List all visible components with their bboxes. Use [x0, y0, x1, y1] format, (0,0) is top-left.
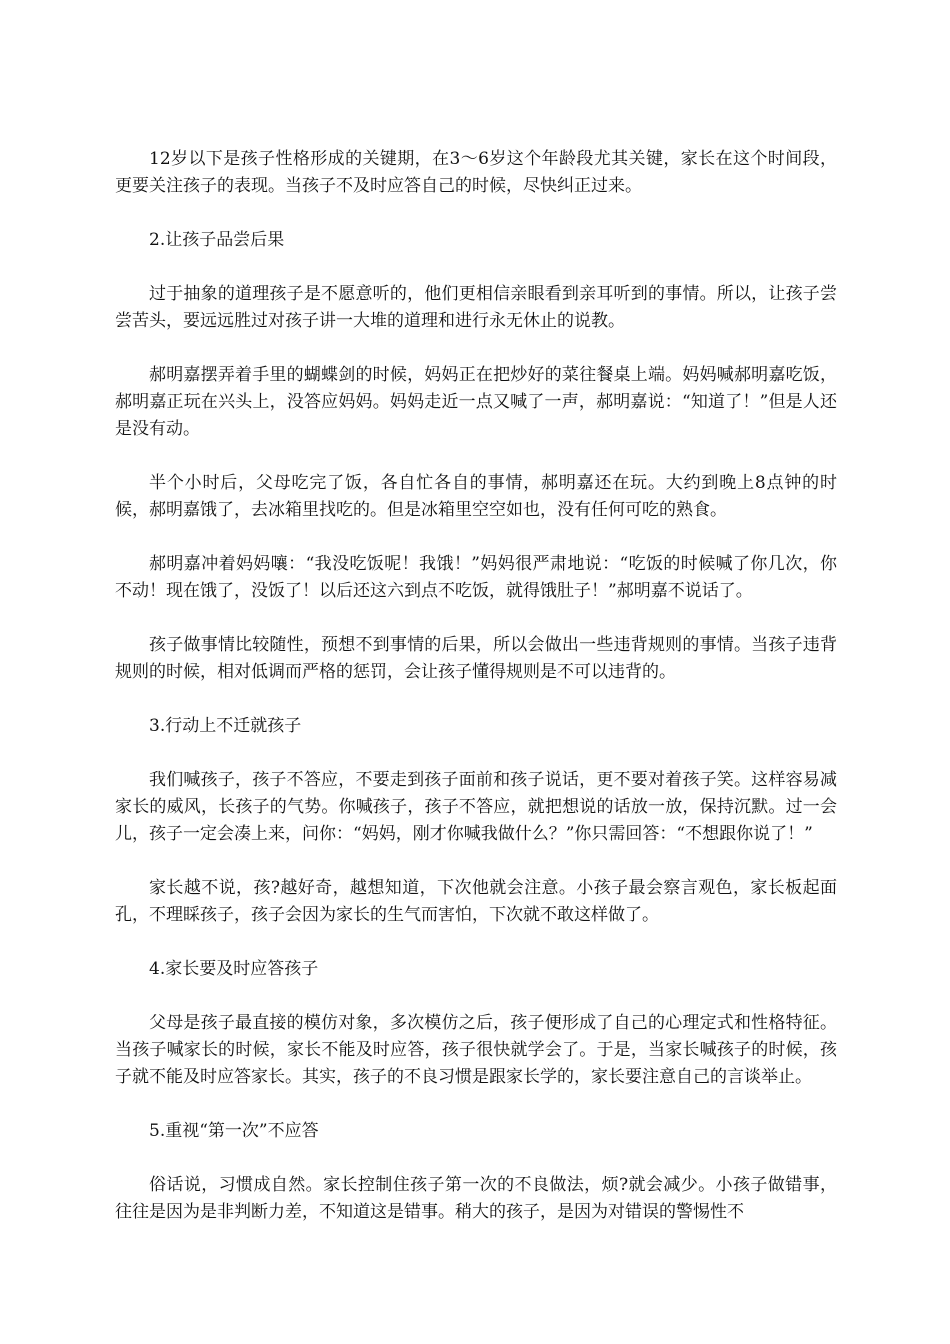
paragraph: 家长越不说，孩?越好奇，越想知道，下次他就会注意。小孩子最会察言观色，家长板起面孔，不理睬孩子，孩子会因为家长的生气而害怕，下次就不敢这样做了。 — [115, 878, 837, 925]
section-heading-2: 2.让孩子品尝后果 — [149, 230, 285, 250]
paragraph: 郝明嘉摆弄着手里的蝴蝶剑的时候，妈妈正在把炒好的菜往餐桌上端。妈妈喊郝明嘉吃饭，郝明嘉正玩在兴头上，没答应妈妈。妈妈走近一点又喊了一声，郝明嘉说：“知道了！”但是人还是没有动。 — [115, 365, 837, 439]
section-heading-3: 3.行动上不迁就孩子 — [149, 716, 302, 736]
paragraph: 俗话说，习惯成自然。家长控制住孩子第一次的不良做法，烦?就会减少。小孩子做错事，往往是因为是非判断力差，不知道这是错事。稍大的孩子，是因为对错误的警惕性不 — [115, 1175, 837, 1222]
paragraph-intro: 12岁以下是孩子性格形成的关键期，在3～6岁这个年龄段尤其关键，家长在这个时间段，更要关注孩子的表现。当孩子不及时应答自己的时候，尽快纠正过来。 — [115, 149, 837, 196]
paragraph: 过于抽象的道理孩子是不愿意听的，他们更相信亲眼看到亲耳听到的事情。所以，让孩子尝尝苦头，要远远胜过对孩子讲一大堆的道理和进行永无休止的说教。 — [115, 284, 837, 331]
section-heading-4: 4.家长要及时应答孩子 — [149, 959, 319, 979]
paragraph: 我们喊孩子，孩子不答应，不要走到孩子面前和孩子说话，更不要对着孩子笑。这样容易减家长的威风，长孩子的气势。你喊孩子，孩子不答应，就把想说的话放一放，保持沉默。过一会儿，孩子一定会凑上来，问你：“妈妈，刚才你喊我做什么？”你只需回答：“不想跟你说了！” — [115, 770, 837, 844]
paragraph: 孩子做事情比较随性，预想不到事情的后果，所以会做出一些违背规则的事情。当孩子违背规则的时候，相对低调而严格的惩罚，会让孩子懂得规则是不可以违背的。 — [115, 635, 837, 682]
paragraph: 父母是孩子最直接的模仿对象，多次模仿之后，孩子便形成了自己的心理定式和性格特征。当孩子喊家长的时候，家长不能及时应答，孩子很快就学会了。于是，当家长喊孩子的时候，孩子就不能及时应答家长。其实，孩子的不良习惯是跟家长学的，家长要注意自己的言谈举止。 — [115, 1013, 837, 1087]
document-page — [115, 146, 837, 1253]
section-heading-5: 5.重视“第一次”不应答 — [149, 1121, 319, 1141]
paragraph: 郝明嘉冲着妈妈嚷：“我没吃饭呢！我饿！”妈妈很严肃地说：“吃饭的时候喊了你几次，你不动！现在饿了，没饭了！以后还这六到点不吃饭，就得饿肚子！”郝明嘉不说话了。 — [115, 554, 837, 601]
paragraph: 半个小时后，父母吃完了饭，各自忙各自的事情，郝明嘉还在玩。大约到晚上8点钟的时候，郝明嘉饿了，去冰箱里找吃的。但是冰箱里空空如也，没有任何可吃的熟食。 — [115, 473, 837, 520]
